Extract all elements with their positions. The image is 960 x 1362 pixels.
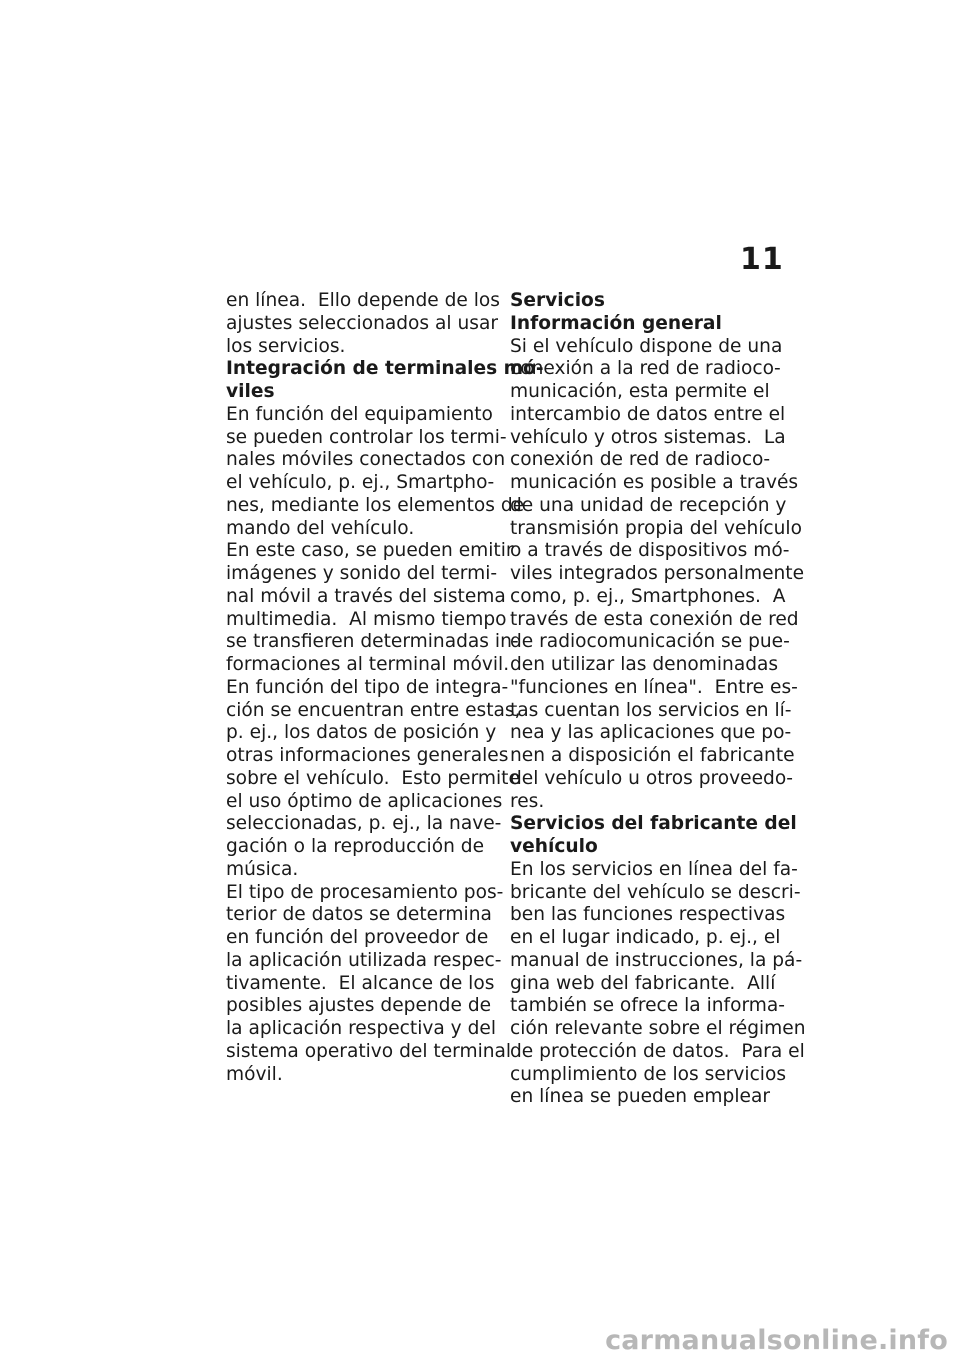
- body-text-line: Si el vehículo dispone de una: [510, 335, 783, 357]
- body-text-line: En este caso, se pueden emitir: [226, 540, 514, 562]
- body-text-line: intercambio de datos entre el: [510, 403, 786, 425]
- body-text-line: El tipo de procesamiento pos‐: [226, 881, 504, 903]
- body-text-line: en línea se pueden emplear: [510, 1086, 770, 1108]
- body-text-line: se transfieren determinadas in‐: [226, 631, 519, 653]
- body-text-line: nales móviles conectados con: [226, 449, 506, 471]
- body-text-line: conexión a la red de radioco‐: [510, 358, 781, 380]
- left-text-column: [226, 290, 544, 1086]
- body-text-line: los servicios.: [226, 335, 346, 357]
- body-text-line: multimedia. Al mismo tiempo: [226, 608, 507, 630]
- body-text-line: se pueden controlar los termi‐: [226, 426, 507, 448]
- body-text-line: través de esta conexión de red: [510, 608, 799, 630]
- body-text-line: gación o la reproducción de: [226, 836, 485, 857]
- body-text-line: ben las funciones respectivas: [510, 904, 786, 926]
- section-heading-line: Información general: [510, 312, 722, 334]
- right-text-column: [510, 290, 806, 1109]
- body-text-line: en línea. Ello depende de los: [226, 290, 500, 311]
- body-text-line: posibles ajustes depende de: [226, 995, 492, 1017]
- body-text-line: sobre el vehículo. Esto permite: [226, 767, 520, 789]
- body-text-line: transmisión propia del vehículo: [510, 517, 802, 539]
- watermark: carmanualsonline.info: [605, 1325, 948, 1356]
- body-text-line: municación es posible a través: [510, 472, 799, 493]
- body-text-line: gina web del fabricante. Allí: [510, 972, 776, 994]
- body-text-line: en función del proveedor de: [226, 927, 489, 948]
- body-text-line: móvil.: [226, 1063, 283, 1085]
- body-text-line: también se ofrece la informa‐: [510, 995, 785, 1017]
- body-text-line: manual de instrucciones, la pá‐: [510, 949, 803, 971]
- body-text-line: la aplicación utilizada respec‐: [226, 949, 502, 971]
- body-text-line: como, p. ej., Smartphones. A: [510, 585, 786, 607]
- body-text-line: el vehículo, p. ej., Smartpho‐: [226, 472, 495, 493]
- body-text-line: municación, esta permite el: [510, 381, 770, 402]
- body-text-line: ción se encuentran entre estas,: [226, 699, 521, 721]
- body-text-line: del vehículo u otros proveedo‐: [510, 767, 793, 789]
- body-text-line: sistema operativo del terminal: [226, 1040, 512, 1062]
- page-number: 11: [740, 242, 784, 277]
- body-text-line: en el lugar indicado, p. ej., el: [510, 927, 781, 948]
- section-heading-line: Servicios: [510, 290, 605, 311]
- body-text-line: el uso óptimo de aplicaciones: [226, 790, 503, 812]
- body-text-line: de protección de datos. Para el: [510, 1040, 805, 1062]
- body-text-line: de una unidad de recepción y: [510, 494, 787, 516]
- body-text-line: cumplimiento de los servicios: [510, 1063, 787, 1085]
- body-text-line: vehículo y otros sistemas. La: [510, 426, 786, 448]
- body-text-line: nea y las aplicaciones que po‐: [510, 722, 792, 744]
- body-text-line: nes, mediante los elementos de: [226, 494, 525, 516]
- body-text-line: res.: [510, 790, 545, 812]
- body-text-line: En los servicios en línea del fa‐: [510, 858, 798, 880]
- body-text-line: den utilizar las denominadas: [510, 654, 779, 675]
- body-text-line: imágenes y sonido del termi‐: [226, 563, 498, 584]
- section-heading-line: vehículo: [510, 836, 598, 857]
- body-text-line: p. ej., los datos de posición y: [226, 722, 497, 744]
- body-text-line: nal móvil a través del sistema: [226, 585, 506, 607]
- body-text-line: terior de datos se determina: [226, 904, 492, 926]
- section-heading-line: Servicios del fabricante del: [510, 813, 797, 835]
- body-text-line: otras informaciones generales: [226, 745, 509, 766]
- body-text-line: ción relevante sobre el régimen: [510, 1018, 806, 1039]
- section-heading-line: Integración de terminales mó‐: [226, 358, 544, 380]
- body-text-line: En función del tipo de integra‐: [226, 676, 509, 698]
- body-text-line: la aplicación respectiva y del: [226, 1018, 496, 1039]
- body-text-line: En función del equipamiento: [226, 403, 493, 425]
- body-text-line: nen a disposición el fabricante: [510, 745, 795, 766]
- section-heading-line: viles: [226, 381, 275, 402]
- body-text-line: bricante del vehículo se descri‐: [510, 881, 801, 903]
- body-text-line: tivamente. El alcance de los: [226, 972, 495, 994]
- body-text-line: ajustes seleccionados al usar: [226, 312, 499, 334]
- body-text-line: seleccionadas, p. ej., la nave‐: [226, 813, 502, 835]
- body-text-line: conexión de red de radioco‐: [510, 449, 771, 471]
- body-text-line: formaciones al terminal móvil.: [226, 654, 510, 675]
- body-text-line: "funciones en línea". Entre es‐: [510, 676, 798, 698]
- body-text-line: mando del vehículo.: [226, 517, 415, 539]
- body-text-line: tas cuentan los servicios en lí‐: [510, 699, 792, 721]
- body-text-line: de radiocomunicación se pue‐: [510, 631, 790, 653]
- body-text-line: o a través de dispositivos mó‐: [510, 540, 790, 562]
- body-text-line: viles integrados personalmente: [510, 563, 805, 584]
- body-text-line: música.: [226, 858, 299, 880]
